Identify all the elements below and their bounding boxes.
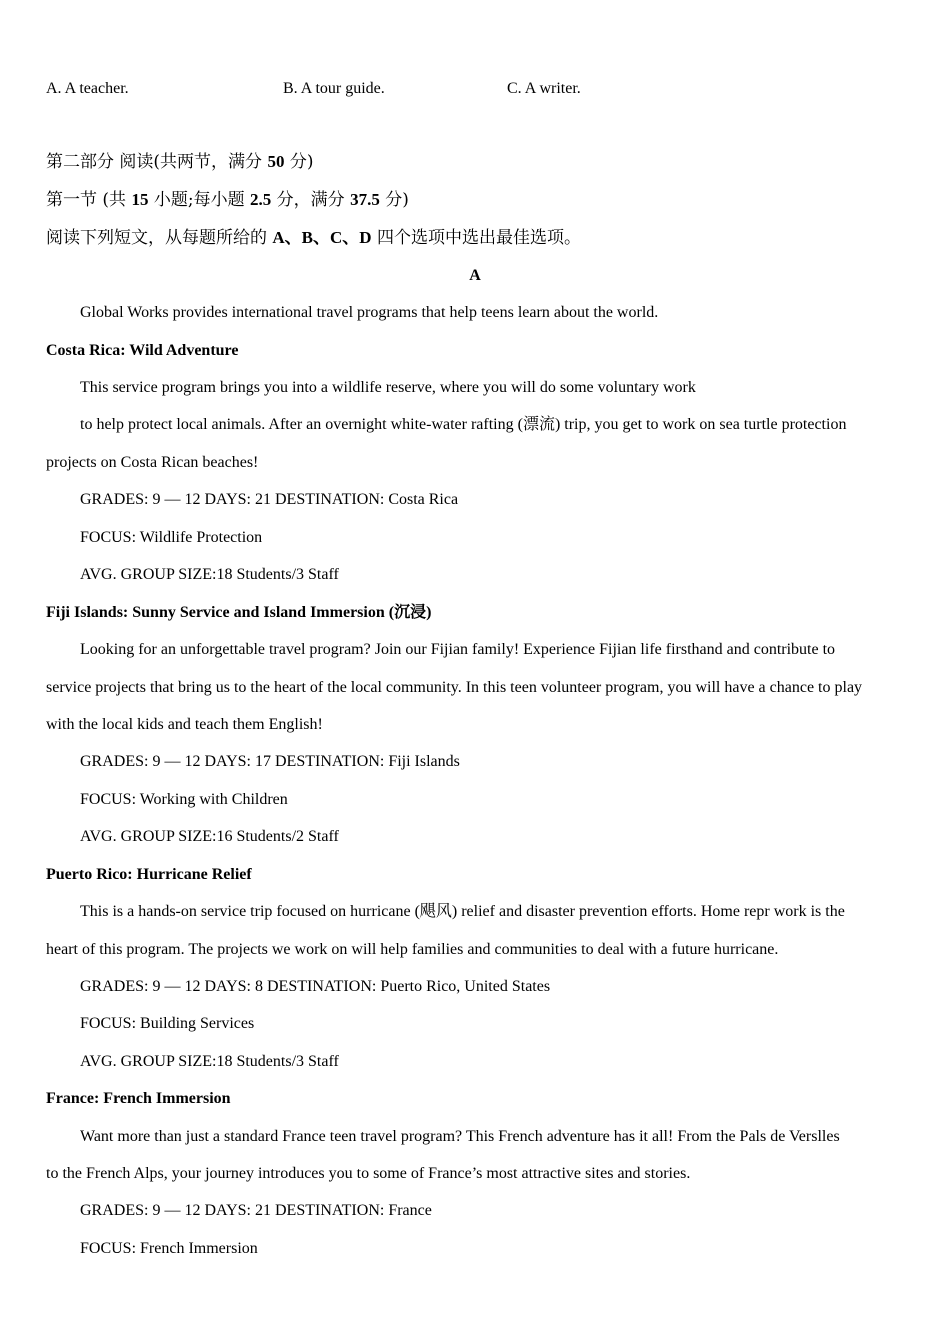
program-group-size: AVG. GROUP SIZE:16 Students/2 Staff bbox=[80, 828, 339, 845]
program-focus: FOCUS: Building Services bbox=[80, 1015, 255, 1032]
program-heading: France: French Immersion bbox=[46, 1090, 231, 1107]
option-c: C. A writer. bbox=[507, 80, 581, 97]
section-title-mid: 小题;每小题 bbox=[148, 190, 250, 210]
section-title-mid2: 分，满分 bbox=[271, 190, 351, 210]
program-grades: GRADES: 9 — 12 DAYS: 8 DESTINATION: Puerto Rico, United States bbox=[80, 978, 551, 995]
passage-intro: Global Works provides international travel programs that help teens learn about the world. bbox=[80, 304, 659, 321]
program-grades: GRADES: 9 — 12 DAYS: 21 DESTINATION: Costa Rica bbox=[80, 491, 459, 508]
program-text-line: with the local kids and teach them English! bbox=[46, 716, 323, 733]
section-title-post: 分) bbox=[379, 190, 409, 210]
program-text-line: to help protect local animals. After an overnight white-water rafting (漂流) trip, you get to work on sea turtle protection bbox=[80, 416, 847, 433]
program-focus: FOCUS: French Immersion bbox=[80, 1240, 258, 1257]
option-b: B. A tour guide. bbox=[283, 80, 385, 97]
program-grades: GRADES: 9 — 12 DAYS: 21 DESTINATION: France bbox=[80, 1202, 432, 1219]
part-title-pre: 第二部分 阅读(共两节，满分 bbox=[46, 152, 268, 172]
program-heading: Costa Rica: Wild Adventure bbox=[46, 342, 239, 359]
program-text-line: Looking for an unforgettable travel program? Join our Fijian family! Experience Fijian life firsthand and contribute to bbox=[80, 641, 836, 658]
program-grades: GRADES: 9 — 12 DAYS: 17 DESTINATION: Fiji Islands bbox=[80, 753, 460, 770]
section-each-score: 2.5 bbox=[250, 190, 272, 209]
instruction-letters: A、B、C、D bbox=[272, 228, 372, 247]
program-text-line: projects on Costa Rican beaches! bbox=[46, 454, 259, 471]
instruction-post: 四个选项中选出最佳选项。 bbox=[371, 228, 581, 248]
program-focus: FOCUS: Wildlife Protection bbox=[80, 529, 263, 546]
option-a: A. A teacher. bbox=[46, 80, 129, 97]
passage-label: A bbox=[469, 267, 481, 284]
program-text-line: This service program brings you into a wildlife reserve, where you will do some voluntary work bbox=[80, 379, 696, 396]
program-text-line: to the French Alps, your journey introduces you to some of France’s most attractive sites and stories. bbox=[46, 1165, 691, 1182]
section-total-score: 37.5 bbox=[350, 190, 380, 209]
program-group-size: AVG. GROUP SIZE:18 Students/3 Staff bbox=[80, 566, 339, 583]
program-text-line: Want more than just a standard France teen travel program? This French adventure has it all! From the Pals de Verslles bbox=[80, 1128, 840, 1145]
instruction-pre: 阅读下列短文，从每题所给的 bbox=[46, 228, 273, 248]
program-text-line: heart of this program. The projects we work on will help families and communities to deal with a future hurricane. bbox=[46, 941, 779, 958]
program-heading: Fiji Islands: Sunny Service and Island Immersion (沉浸) bbox=[46, 604, 432, 621]
program-text-line: This is a hands-on service trip focused on hurricane (飓风) relief and disaster prevention efforts. Home repr work is the bbox=[80, 903, 845, 920]
program-heading: Puerto Rico: Hurricane Relief bbox=[46, 866, 252, 883]
part-title-post: 分) bbox=[284, 152, 314, 172]
program-focus: FOCUS: Working with Children bbox=[80, 791, 288, 808]
instruction bbox=[46, 228, 581, 248]
part-title-score: 50 bbox=[267, 152, 285, 171]
section-count: 15 bbox=[131, 190, 149, 209]
section-title-pre: 第一节 (共 bbox=[46, 190, 132, 210]
part-title bbox=[46, 152, 314, 172]
program-text-line: service projects that bring us to the heart of the local community. In this teen volunteer program, you will have a chance to play bbox=[46, 679, 863, 696]
section-title bbox=[46, 190, 409, 210]
program-group-size: AVG. GROUP SIZE:18 Students/3 Staff bbox=[80, 1053, 339, 1070]
